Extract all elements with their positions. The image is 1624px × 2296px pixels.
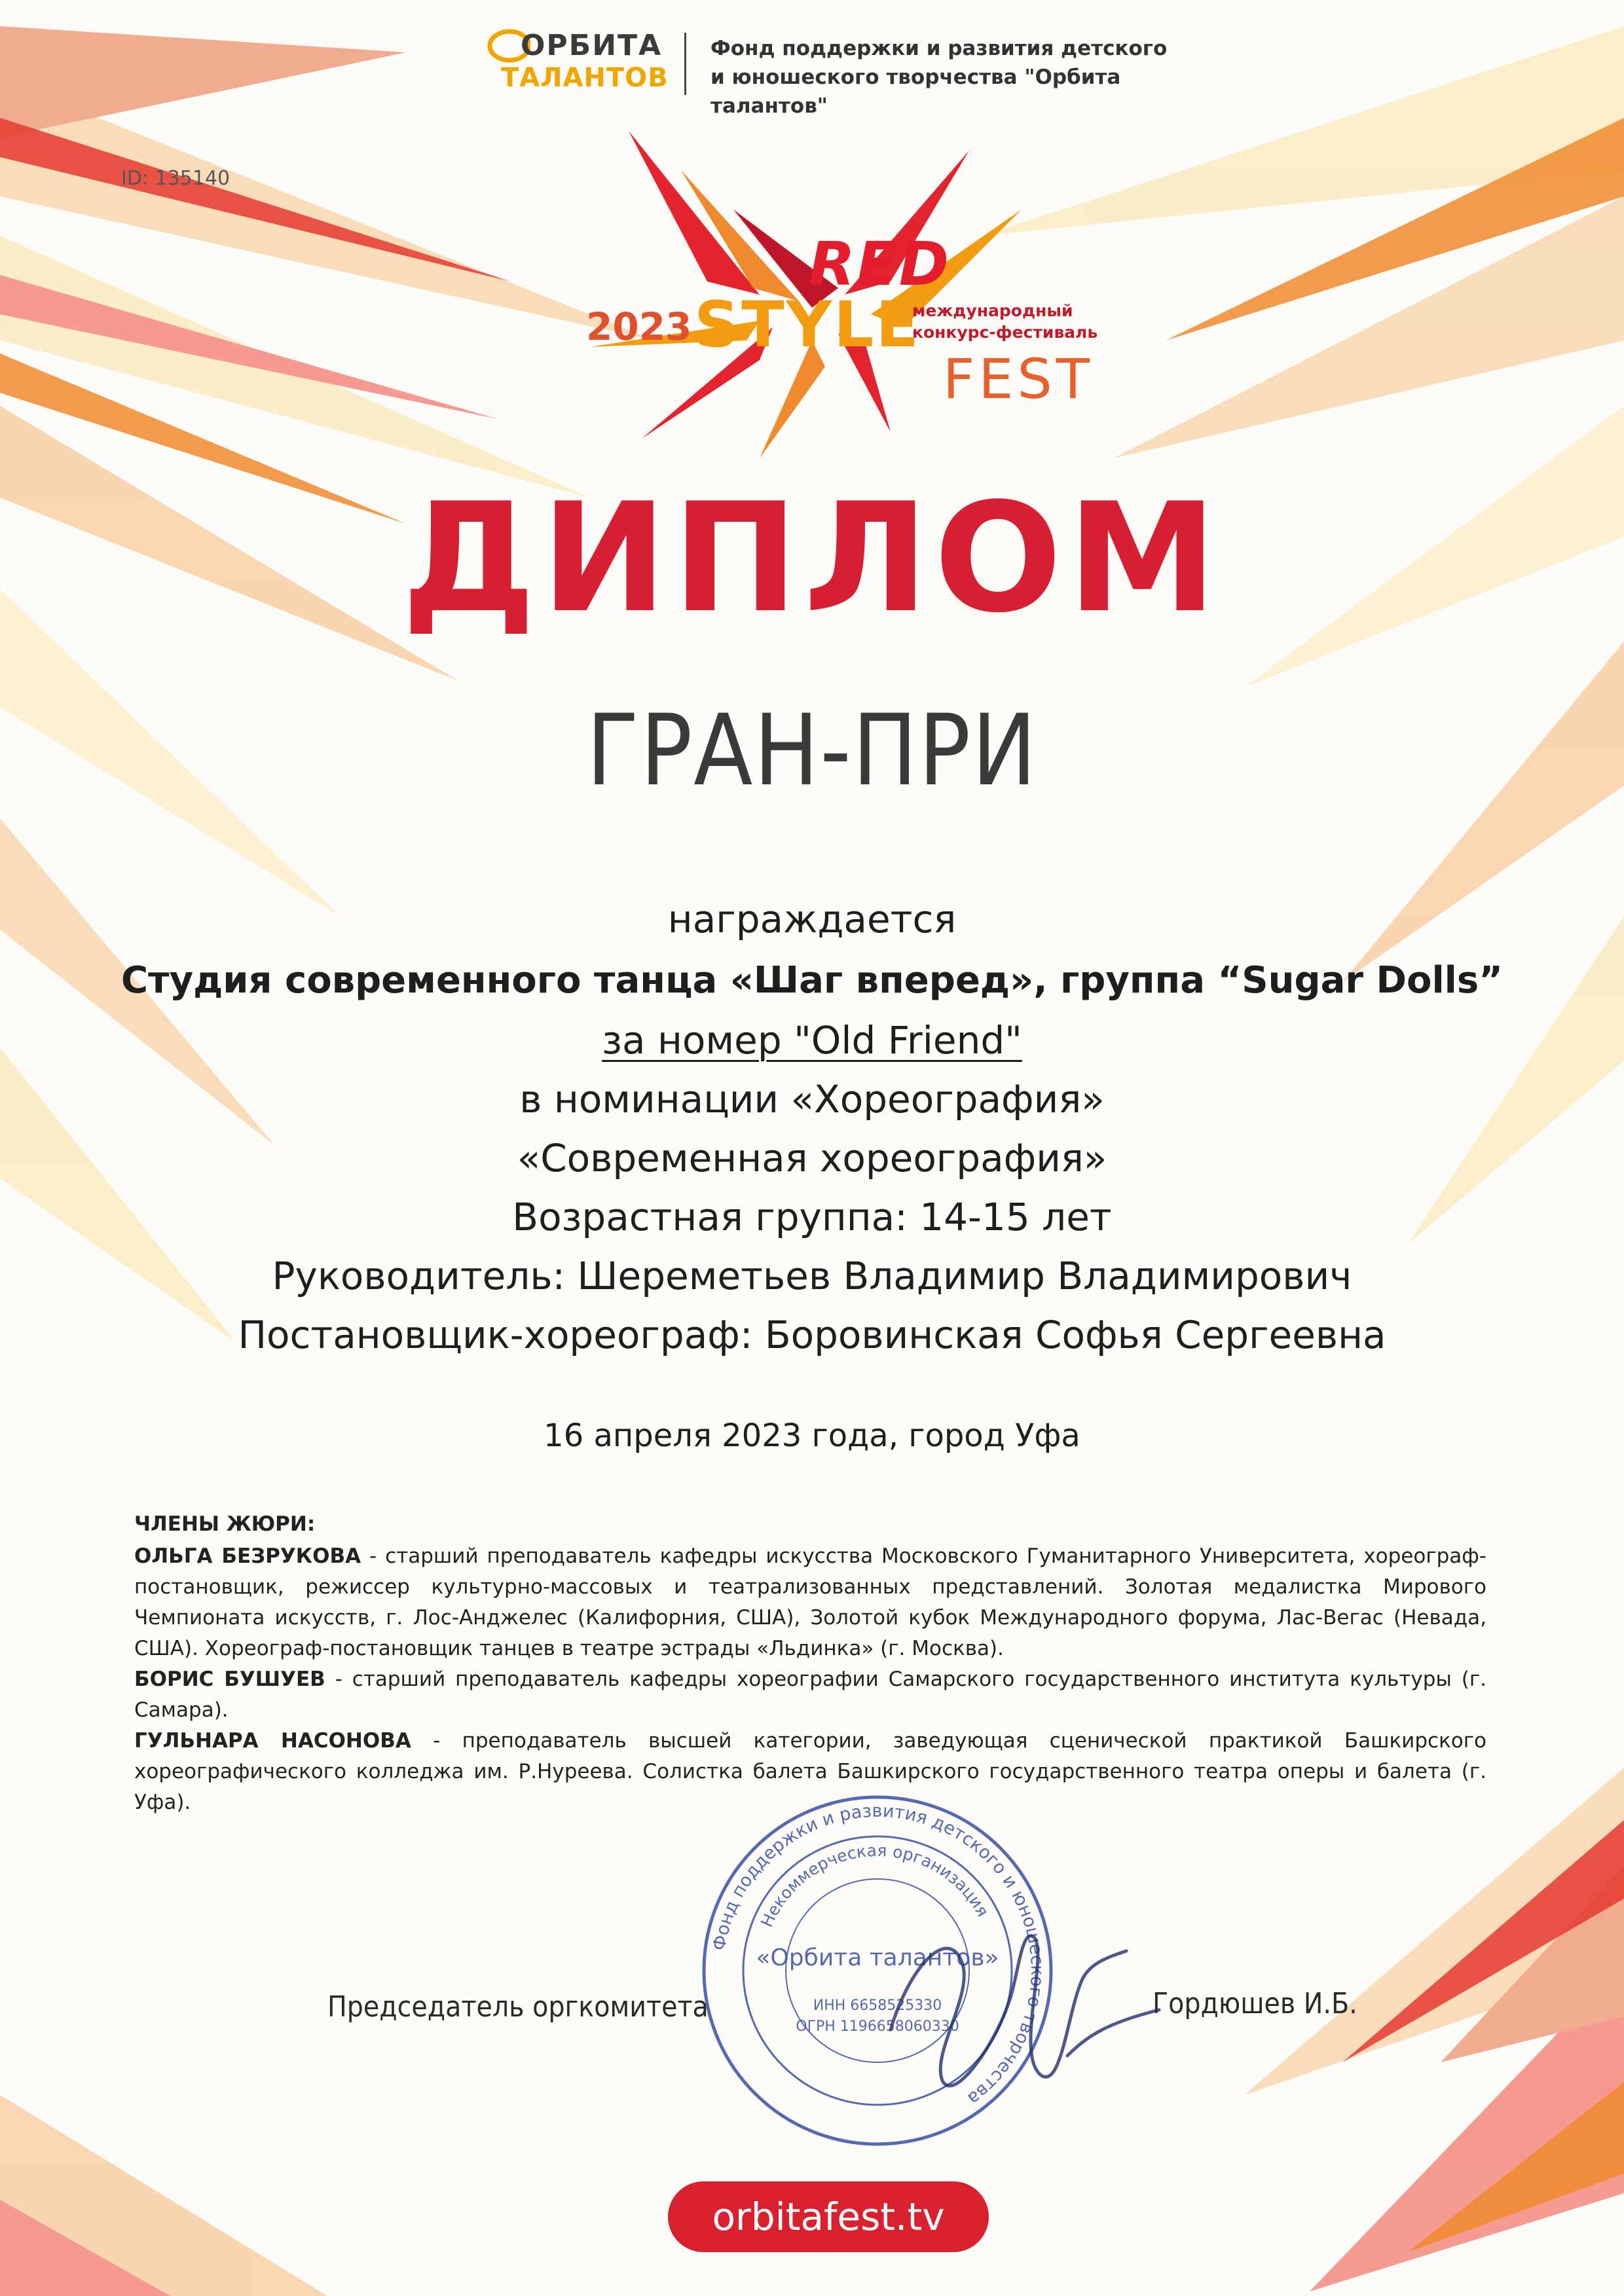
age-group: Возрастная группа: 14-15 лет (512, 1195, 1112, 1239)
choreographer: Постановщик-хореограф: Боровинская Софья Сергеевна (238, 1313, 1386, 1357)
festival-logo-subtitle (912, 300, 1109, 343)
recipient-name: Студия современного танца «Шаг вперед», группа “Sugar Dolls” (121, 959, 1503, 1002)
document-id: ID: 135140 (121, 167, 231, 190)
subnomination: «Современная хореография» (517, 1136, 1107, 1180)
orbita-logo (485, 26, 688, 98)
organization-name (710, 34, 1221, 120)
chairman-name: Гордюшев И.Б. (1153, 1987, 1357, 2020)
performance-number-text: за номер "Old Friend" (602, 1018, 1022, 1063)
jury-heading: ЧЛЕНЫ ЖЮРИ: (134, 1512, 316, 1536)
org-name-line1: Фонд поддержки и развития детского (710, 37, 1168, 60)
nomination: в номинации «Хореография» (519, 1077, 1105, 1121)
festival-subtitle-line2: конкурс-фестиваль (912, 323, 1098, 342)
org-name-line2: и юношеского творчества "Орбита талантов" (710, 65, 1121, 118)
stamp-middle-arc-text: Некоммерческая организация (757, 1840, 993, 1931)
date-place: 16 апреля 2023 года, город Уфа (544, 1417, 1080, 1454)
logo-word-talantov: ТАЛАНТОВ (501, 63, 669, 93)
jury-member-name: ОЛЬГА БЕЗРУКОВА (134, 1544, 361, 1568)
festival-logo-fest: FEST (943, 347, 1094, 411)
website-link[interactable]: orbitafest.tv (668, 2181, 989, 2252)
jury-section (134, 1509, 1486, 1818)
stamp-inn: ИНН 6658525330 (813, 1997, 942, 2014)
festival-logo-style: STYLE (694, 288, 921, 361)
jury-member-name: БОРИС БУШУЕВ (134, 1667, 325, 1691)
festival-logo-year: 2023 (586, 304, 692, 349)
jury-member-description: - старший преподаватель кафедры искусства Московского Гуманитарного Университета, хореограф-постановщик, режиссер культурно-массовых и театрализованных представлений. Золотая медалистка Мирового Чемпионата искусств, г. Лос-Анджелес (Калифорния, США), Золотой кубок Международного форума, Лас-Вегас (Невада, США). Хореограф-постановщик танцев в театре эстрады «Льдинка» (г. Москва). (134, 1544, 1486, 1660)
stamp-outer-arc-text: Фонд поддержки и развития детского и юношеского творчества (709, 1800, 1048, 2109)
festival-subtitle-line1: международный (912, 301, 1073, 320)
festival-logo-red: RED (809, 229, 951, 299)
logo-word-orbita: ОРБИТА (521, 29, 663, 62)
diploma-title: ДИПЛОМ (401, 471, 1223, 646)
jury-member-name: ГУЛЬНАРА НАСОНОВА (134, 1729, 411, 1753)
jury-member (134, 1541, 1486, 1664)
jury-member (134, 1664, 1486, 1726)
jury-member-description: - преподаватель высшей категории, заведующая сценической практикой Башкирского хореографического колледжа им. Р.Нуреева. Солистка балета Башкирского государственного театра оперы и балета (г. Уфа). (134, 1729, 1486, 1814)
leader: Руководитель: Шереметьев Владимир Владимирович (272, 1254, 1352, 1298)
handwritten-signature (851, 1886, 1166, 2115)
header-divider (684, 33, 686, 95)
chairman-title: Председатель оргкомитета (327, 1990, 709, 2024)
award-title: ГРАН-ПРИ (586, 694, 1038, 808)
awarded-text: награждается (667, 897, 957, 941)
stamp-center-text: «Орбита талантов» (756, 1944, 999, 1971)
jury-member-description: - старший преподаватель кафедры хореографии Самарского государственного института культуры (г. Самара). (134, 1667, 1486, 1722)
stamp-ogrn: ОГРН 1196658060330 (796, 2018, 959, 2035)
performance-number (0, 1018, 1624, 1063)
